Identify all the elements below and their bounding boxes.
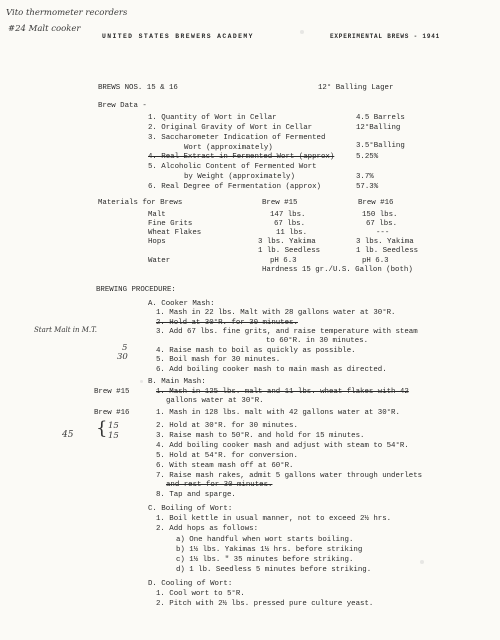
handwritten-margin-number: 15 <box>108 431 119 441</box>
material-b16: 1 lb. Seedless <box>356 247 419 255</box>
brew-data-value: 4.5 Barrels <box>356 114 405 122</box>
water-hardness: Hardness 15 gr./U.S. Gallon (both) <box>262 266 413 274</box>
brew-data-item: 1. Quantity of Wort in Cellar <box>148 114 277 122</box>
section-a-step: 5. Boil mash for 30 minutes. <box>156 356 281 364</box>
section-a-step: 6. Add boiling cooker mash to main mash as directed. <box>156 366 387 374</box>
brew-15-step-cont: gallons water at 30°R. <box>166 397 264 405</box>
handwritten-margin-number: 5 <box>122 343 128 353</box>
material-b15: 3 lbs. Yakima <box>258 238 316 246</box>
material-b15: 11 lbs. <box>276 229 308 237</box>
brew-data-item: Wort (approximately) <box>184 144 273 152</box>
handwritten-margin-number: 15 <box>108 421 119 431</box>
handwritten-margin-number: 45 <box>62 430 74 440</box>
material-b16: 150 lbs. <box>362 211 398 219</box>
material-name: Fine Grits <box>148 220 193 228</box>
section-d-label: D. Cooling of Wort: <box>148 580 233 588</box>
material-b16: --- <box>376 229 390 237</box>
handwritten-margin-number: 30 <box>117 352 128 362</box>
material-b15: 147 lbs. <box>270 211 306 219</box>
brew-data-item: 5. Alcoholic Content of Fermented Wort <box>148 163 317 171</box>
section-a-step: 2. Hold at 30°R. for 30 minutes. <box>156 319 298 327</box>
section-c-step: 2. Add hops as follows: <box>156 525 259 533</box>
brew-data-value: 12°Balling <box>356 124 401 132</box>
section-d-step: 2. Pitch with 2½ lbs. pressed pure culture yeast. <box>156 600 374 608</box>
hop-addition: d) 1 lb. Seedless 5 minutes before striking. <box>176 566 372 574</box>
section-b-step: 7. Raise mash rakes, admit 5 gallons water through underlets <box>156 472 423 480</box>
section-b-step: 6. With steam mash off at 60°R. <box>156 462 294 470</box>
paper-spot <box>420 560 424 564</box>
section-d-step: 1. Cool wort to 5°R. <box>156 590 245 598</box>
brew-data-item: by Weight (approximately) <box>184 173 295 181</box>
material-b15: pH 6.3 <box>270 257 297 265</box>
section-b-step: 3. Raise mash to 50°R. and hold for 15 minutes. <box>156 432 365 440</box>
section-c-step: 1. Boil kettle in usual manner, not to exceed 2½ hrs. <box>156 515 392 523</box>
section-a-step: 4. Raise mash to boil as quickly as possible. <box>156 347 356 355</box>
material-name: Water <box>148 257 171 265</box>
material-b15: 67 lbs. <box>274 220 306 228</box>
hop-addition: c) 1½ lbs. " 35 minutes before striking. <box>176 556 354 564</box>
brace-mark: { <box>96 418 108 439</box>
brew-data-item: 3. Saccharometer Indication of Fermented <box>148 134 326 142</box>
brew-data-item: 4. Real Extract in Fermented Wort (approx) <box>148 153 335 161</box>
brew-16-label: Brew #16 <box>94 409 130 417</box>
brew-16-step: 1. Mash in 128 lbs. malt with 42 gallons water at 30°R. <box>156 409 400 417</box>
handwritten-margin-note: Start Malt in M.T. <box>34 326 98 334</box>
material-b15: 1 lb. Seedless <box>258 247 321 255</box>
brew-15-step: 1. Mash in 125 lbs. malt and 11 lbs. wheat flakes with 42 <box>156 388 409 396</box>
material-name: Wheat Flakes <box>148 229 202 237</box>
section-c-label: C. Boiling of Wort: <box>148 505 233 513</box>
material-b16: 67 lbs. <box>366 220 398 228</box>
handwritten-note: Vito thermometer recorders <box>6 8 128 18</box>
material-b16: pH 6.3 <box>362 257 389 265</box>
section-b-step: 8. Tap and sparge. <box>156 491 236 499</box>
lager-title: 12° Balling Lager <box>318 84 394 92</box>
academy-header: UNITED STATES BREWERS ACADEMY <box>102 33 254 40</box>
paper-spot <box>140 380 143 383</box>
brew-15-label: Brew #15 <box>94 388 130 396</box>
hop-addition: b) 1½ lbs. Yakimas 1½ hrs. before striking <box>176 546 363 554</box>
material-name: Hops <box>148 238 166 246</box>
procedure-heading: BREWING PROCEDURE: <box>96 286 176 294</box>
brew-data-item: 2. Original Gravity of Wort in Cellar <box>148 124 313 132</box>
section-b-step: and rest for 30 minutes. <box>166 481 273 489</box>
section-b-label: B. Main Mash: <box>148 378 206 386</box>
material-name: Malt <box>148 211 166 219</box>
paper-spot <box>300 30 304 34</box>
brew-data-value: 3.7% <box>356 173 374 181</box>
brew-data-value: 57.3% <box>356 183 379 191</box>
experimental-header: EXPERIMENTAL BREWS - 1941 <box>330 33 441 40</box>
section-a-label: A. Cooker Mash: <box>148 300 215 308</box>
materials-col-16: Brew #16 <box>358 199 394 207</box>
brew-data-value: 5.25% <box>356 153 379 161</box>
hop-addition: a) One handful when wort starts boiling. <box>176 536 354 544</box>
materials-heading: Materials for Brews <box>98 199 183 207</box>
brew-data-heading: Brew Data - <box>98 102 147 110</box>
brew-data-value: 3.5°Balling <box>356 142 405 150</box>
section-b-step: 4. Add boiling cooker mash and adjust with steam to 54°R. <box>156 442 409 450</box>
section-a-step: 3. Add 67 lbs. fine grits, and raise temperature with steam <box>156 328 418 336</box>
material-b16: 3 lbs. Yakima <box>356 238 414 246</box>
materials-col-15: Brew #15 <box>262 199 298 207</box>
section-b-step: 5. Hold at 54°R. for conversion. <box>156 452 298 460</box>
brew-data-item: 6. Real Degree of Fermentation (approx) <box>148 183 321 191</box>
section-a-step: to 60°R. in 30 minutes. <box>266 337 369 345</box>
handwritten-note: #24 Malt cooker <box>8 24 81 34</box>
section-b-step: 2. Hold at 30°R. for 30 minutes. <box>156 422 298 430</box>
brews-title: BREWS NOS. 15 & 16 <box>98 84 178 92</box>
section-a-step: 1. Mash in 22 lbs. Malt with 28 gallons water at 30°R. <box>156 309 396 317</box>
